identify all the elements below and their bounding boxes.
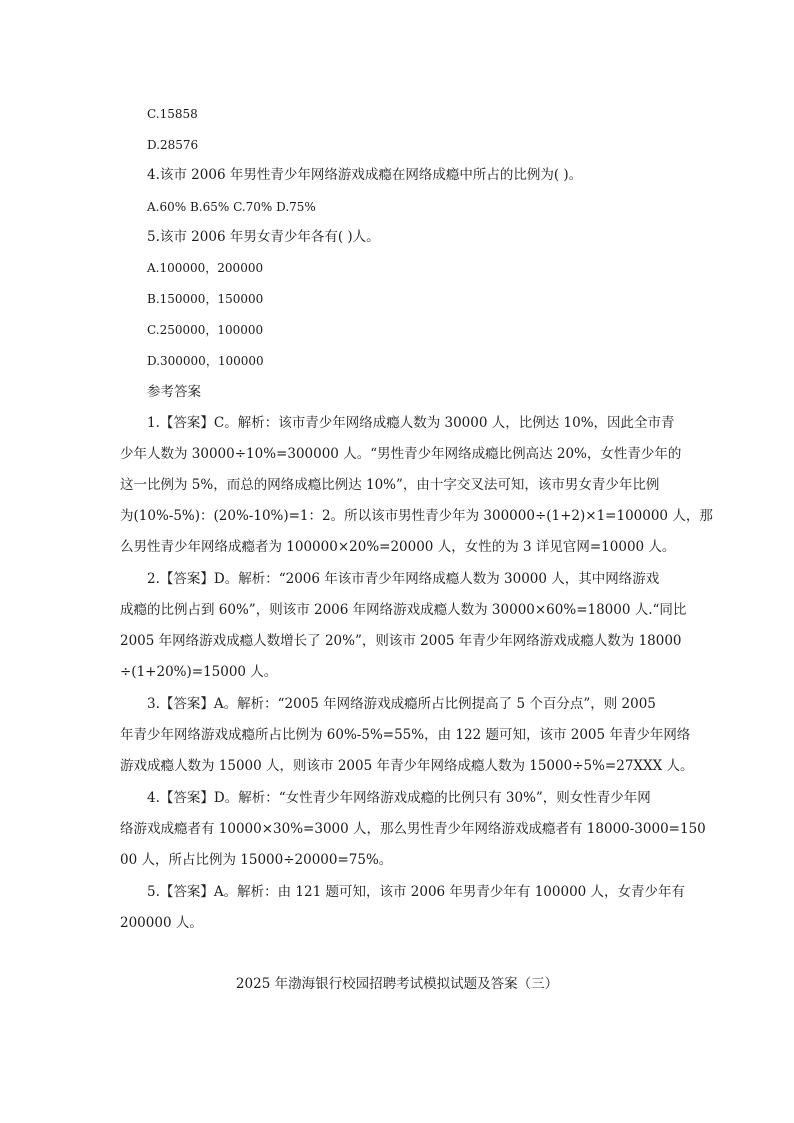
answer-2-line: 2005 年网络游戏成瘾人数增长了 20%”，则该市 2005 年青少年网络游戏成瘾人数为 18000 xyxy=(120,633,682,649)
answer-4-line: 4.【答案】D。解析：“女性青少年网络游戏成瘾的比例只有 30%”，则女性青少年网 xyxy=(147,790,651,806)
question-5-option-b: B.150000，150000 xyxy=(147,292,264,306)
answer-1-line: 为(10%-5%)：(20%-10%)=1：2。所以该市男性青少年为 300000÷(1+2)×1=100000 人，那 xyxy=(120,508,713,524)
answer-3-line: 3.【答案】A。解析：“2005 年网络游戏成瘾所占比例提高了 5 个百分点”，则 2005 xyxy=(147,696,656,712)
answer-3-line: 年青少年网络游戏成瘾所占比例为 60%-5%=55%，由 122 题可知，该市 2005 年青少年网络 xyxy=(120,727,691,743)
question-5-stem: 5.该市 2006 年男女青少年各有( )人。 xyxy=(147,229,380,245)
answers-heading: 参考答案 xyxy=(147,384,201,400)
answer-1-line: 少年人数为 30000÷10%=300000 人。“男性青少年网络成瘾比例高达 20%，女性青少年的 xyxy=(120,446,682,462)
answer-4-line: 络游戏成瘾者有 10000×30%=3000 人，那么男性青少年网络游戏成瘾者有 18000-3000=150 xyxy=(120,821,706,837)
question-5-option-c: C.250000，100000 xyxy=(147,323,264,337)
question-5-option-d: D.300000，100000 xyxy=(147,354,264,368)
answer-4-line: 00 人，所占比例为 15000÷20000=75%。 xyxy=(120,852,393,868)
question-5-option-a: A.100000，200000 xyxy=(147,261,264,275)
section-title: 2025 年渤海银行校园招聘考试模拟试题及答案（三） xyxy=(235,976,559,992)
question-4-stem: 4.该市 2006 年男性青少年网络游戏成瘾在网络成瘾中所占的比例为( )。 xyxy=(147,167,583,183)
answer-2-line: ÷(1+20%)=15000 人。 xyxy=(120,664,278,680)
option-c: C.15858 xyxy=(147,107,198,121)
answer-5-line: 200000 人。 xyxy=(120,915,203,931)
answer-2-line: 2.【答案】D。解析：“2006 年该市青少年网络成瘾人数为 30000 人，其中网络游戏 xyxy=(147,571,660,587)
answer-1-line: 这一比例为 5%，而总的网络成瘾比例达 10%”，由十字交叉法可知，该市男女青少年比例 xyxy=(120,477,660,493)
option-d: D.28576 xyxy=(147,138,199,152)
answer-3-line: 游戏成瘾人数为 15000 人，则该市 2005 年青少年网络成瘾人数为 15000÷5%=27XXX 人。 xyxy=(120,758,694,774)
answer-1-line: 么男性青少年网络成瘾者为 100000×20%=20000 人，女性的为 3 详见官网=10000 人。 xyxy=(120,539,676,555)
answer-1-line: 1.【答案】C。解析：该市青少年网络成瘾人数为 30000 人，比例达 10%，因此全市青 xyxy=(147,415,675,431)
answer-5-line: 5.【答案】A。解析：由 121 题可知，该市 2006 年男青少年有 100000 人，女青少年有 xyxy=(147,884,686,900)
question-4-options: A.60% B.65% C.70% D.75% xyxy=(147,200,316,214)
answer-2-line: 成瘾的比例占到 60%”，则该市 2006 年网络游戏成瘾人数为 30000×60%=18000 人.“同比 xyxy=(120,602,687,618)
